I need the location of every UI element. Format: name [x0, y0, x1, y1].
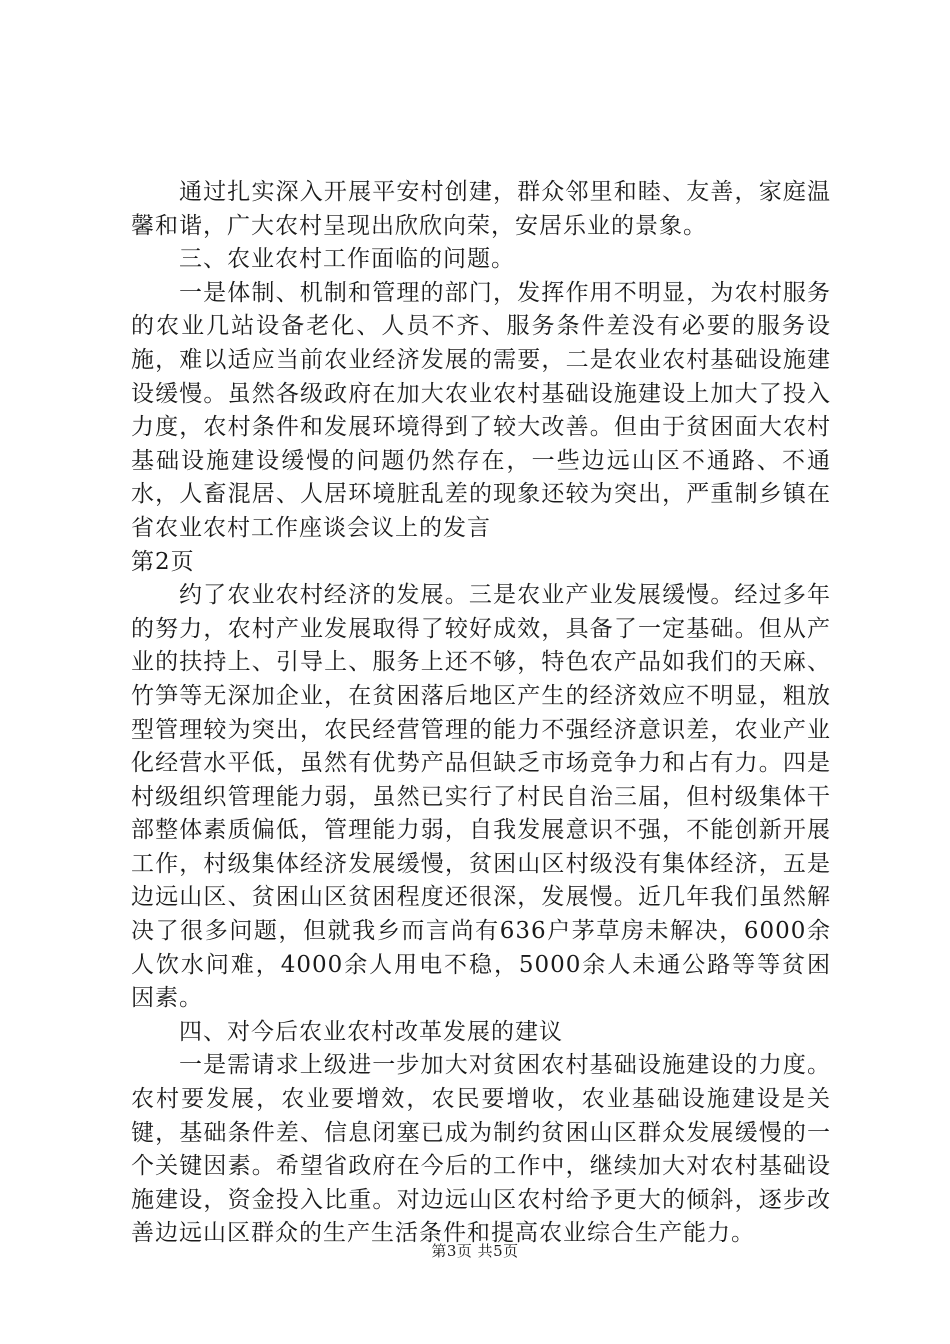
page-marker: 第2页 [131, 548, 195, 575]
paragraph-peaceful-village: 通过扎实深入开展平安村创建，群众邻里和睦、友善，家庭温馨和谐，广大农村呈现出欣欣向荣，安居乐业的景象。 [131, 179, 831, 239]
paragraph-suggestion-1: 一是需请求上级进一步加大对贫困农村基础设施建设的力度。农村要发展，农业要增效，农民要增收，农业基础设施建设是关键，基础条件差、信息闭塞已成为制约贫困山区群众发展缓慢的一个关键因素。希望省政府在今后的工作中，继续加大对农村基础设施建设，资金投入比重。对边远山区农村给予更大的倾斜，逐步改善边远山区群众的生产生活条件和提高农业综合生产能力。 [131, 1052, 831, 1247]
section-heading-problems: 三、农业农村工作面临的问题。 [179, 246, 515, 273]
section-heading-suggestions: 四、对今后农业农村改革发展的建议 [179, 1018, 563, 1045]
page-footer: 第3页 共5页 [431, 1242, 519, 1260]
paragraph-problems-part1: 一是体制、机制和管理的部门，发挥作用不明显，为农村服务的农业几站设备老化、人员不齐、服务条件差没有必要的服务设施，难以适应当前农业经济发展的需要，二是农业农村基础设施建设缓慢。虽然各级政府在加大农业农村基础设施建设上加大了投入力度，农村条件和发展环境得到了较大改善。但由于贫困面大农村基础设施建设缓慢的问题仍然存在，一些边远山区不通路、不通水，人畜混居、人居环境脏乱差的现象还较为突出，严重制乡镇在省农业农村工作座谈会议上的发言 [131, 279, 831, 541]
paragraph-problems-part2: 约了农业农村经济的发展。三是农业产业发展缓慢。经过多年的努力，农村产业发展取得了较好成效，具备了一定基础。但从产业的扶持上、引导上、服务上还不够，特色农产品如我们的天麻、竹笋等无深加企业，在贫困落后地区产生的经济效应不明显，粗放型管理较为突出，农民经营管理的能力不强经济意识差，农业产业化经营水平低，虽然有优势产品但缺乏市场竞争力和占有力。四是村级组织管理能力弱，虽然已实行了村民自治三届，但村级集体干部整体素质偏低，管理能力弱，自我发展意识不强，不能创新开展工作，村级集体经济发展缓慢，贫困山区村级没有集体经济，五是边远山区、贫困山区贫困程度还很深，发展慢。近几年我们虽然解决了很多问题，但就我乡而言尚有636户茅草房未解决，6000余人饮水问难，4000余人用电不稳，5000余人未通公路等等贫困因素。 [131, 582, 831, 1012]
document-body [131, 176, 831, 1251]
